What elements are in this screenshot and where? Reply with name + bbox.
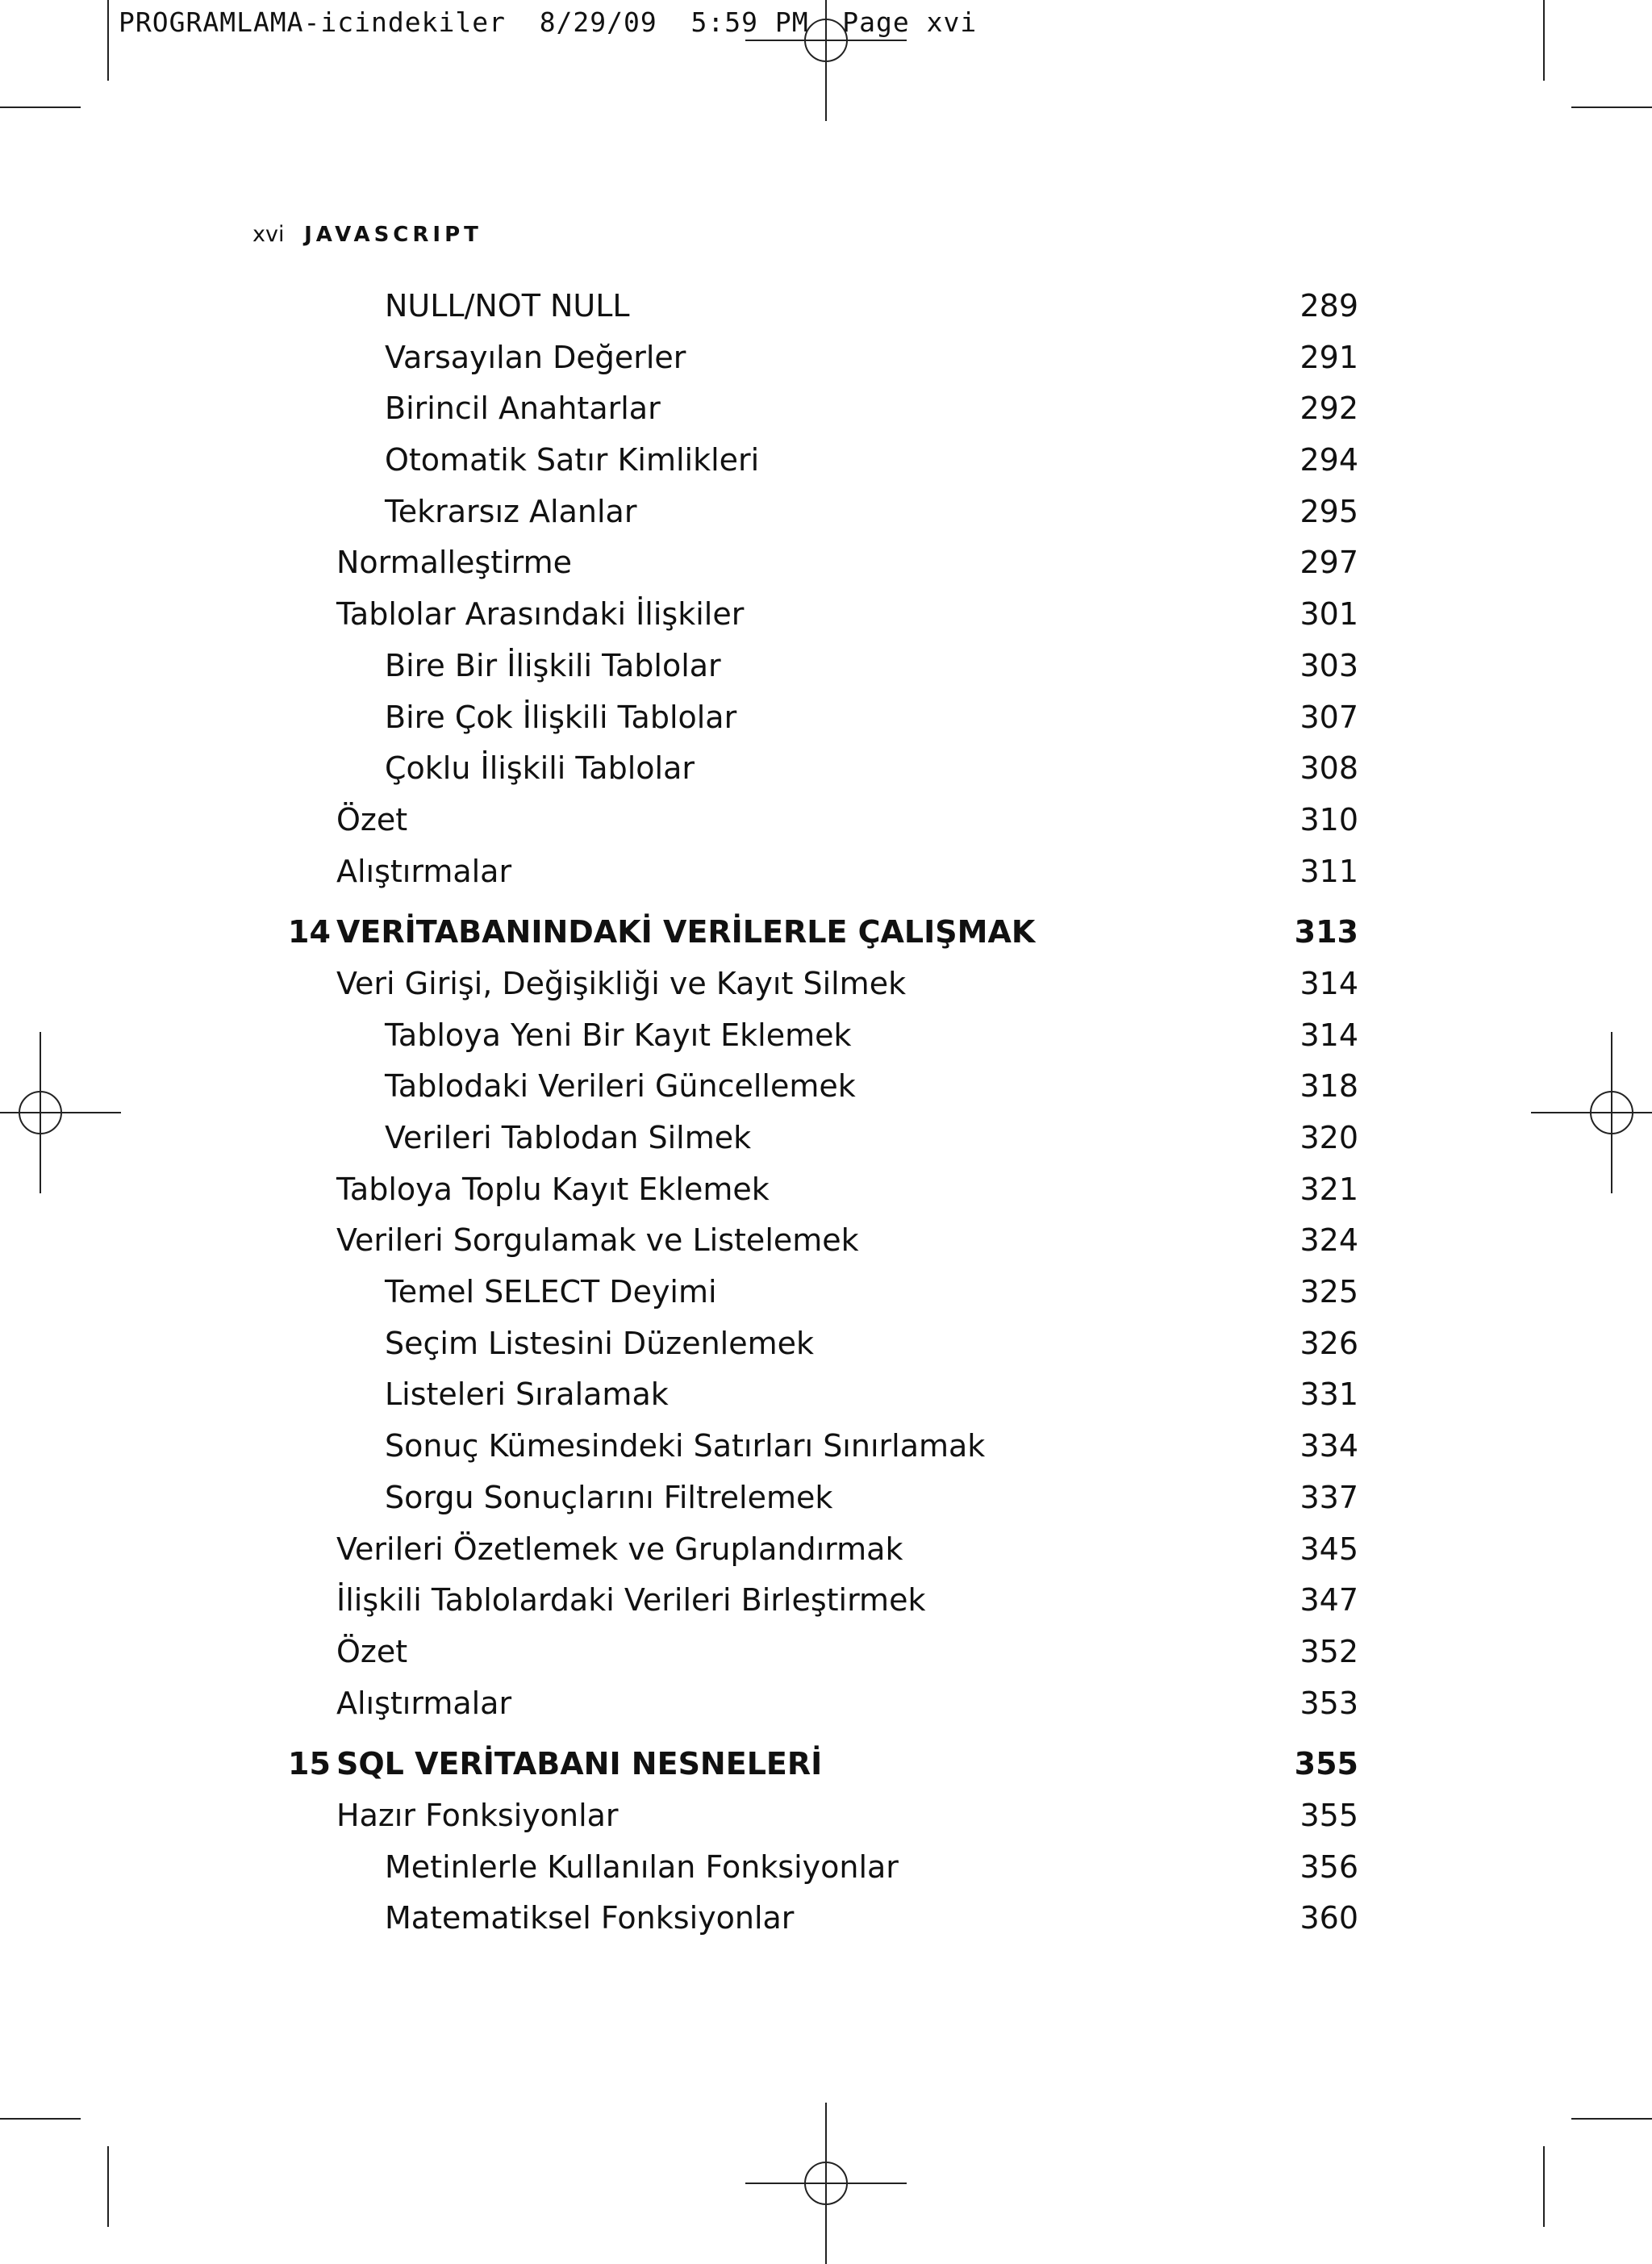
toc-entry-page-number: 314 xyxy=(1299,1017,1358,1053)
toc-entry-title: Çoklu İlişkili Tablolar xyxy=(385,750,695,787)
toc-entry-title: SQL VERİTABANI NESNELERİ xyxy=(336,1746,823,1782)
toc-entry-title: Matematiksel Fonksiyonlar xyxy=(385,1900,795,1936)
toc-entry-page-number: 356 xyxy=(1299,1848,1358,1885)
toc-entry-title: İlişkili Tablolardaki Verileri Birleştirmek xyxy=(336,1582,926,1619)
toc-entry-page-number: 353 xyxy=(1299,1685,1358,1721)
toc-chapter-entry xyxy=(0,1739,1652,1790)
toc-entry-page-number: 310 xyxy=(1299,801,1358,838)
crop-mark-bottom-right-vertical xyxy=(1543,2146,1545,2227)
toc-entry-title: Bire Bir İlişkili Tablolar xyxy=(385,647,721,683)
toc-entry xyxy=(0,332,1652,384)
toc-entry-title: Özet xyxy=(336,801,408,838)
toc-entry-page-number: 301 xyxy=(1299,596,1358,633)
toc-entry xyxy=(0,537,1652,589)
crop-mark-top-left-horizontal xyxy=(0,107,81,108)
toc-entry-title: Alıştırmalar xyxy=(336,1685,512,1721)
table-of-contents xyxy=(0,281,1652,1944)
toc-entry xyxy=(0,589,1652,641)
printer-slug: PROGRAMLAMA-icindekiler 8/29/09 5:59 PM Page xvi xyxy=(119,6,978,38)
toc-entry-title: Alıştırmalar xyxy=(336,853,512,889)
toc-entry xyxy=(0,435,1652,487)
toc-entry xyxy=(0,1113,1652,1164)
toc-entry-page-number: 303 xyxy=(1299,647,1358,683)
toc-entry-page-number: 292 xyxy=(1299,391,1358,427)
toc-chapter-entry xyxy=(0,907,1652,959)
toc-entry-page-number: 355 xyxy=(1299,1797,1358,1833)
toc-entry-title: VERİTABANINDAKİ VERİLERLE ÇALIŞMAK xyxy=(336,914,1036,950)
toc-entry xyxy=(0,1678,1652,1730)
toc-entry xyxy=(0,641,1652,692)
toc-entry xyxy=(0,846,1652,898)
toc-entry-title: Bire Çok İlişkili Tablolar xyxy=(385,699,737,735)
crop-mark-top-left-vertical xyxy=(107,0,109,81)
toc-entry-title: Tabloya Toplu Kayıt Eklemek xyxy=(336,1171,770,1207)
toc-entry-page-number: 318 xyxy=(1299,1068,1358,1105)
toc-entry-title: Normalleştirme xyxy=(336,545,573,581)
toc-entry-title: Seçim Listesini Düzenlemek xyxy=(385,1325,815,1361)
toc-entry-page-number: 345 xyxy=(1299,1531,1358,1567)
toc-entry-page-number: 311 xyxy=(1299,853,1358,889)
toc-entry-title: Metinlerle Kullanılan Fonksiyonlar xyxy=(385,1848,899,1885)
toc-entry-title: Sorgu Sonuçlarını Filtrelemek xyxy=(385,1479,833,1515)
toc-entry-page-number: 307 xyxy=(1299,699,1358,735)
toc-entry-title: Birincil Anahtarlar xyxy=(385,391,661,427)
toc-entry-page-number: 321 xyxy=(1299,1171,1358,1207)
toc-entry xyxy=(0,1164,1652,1216)
toc-entry-page-number: 325 xyxy=(1299,1274,1358,1310)
toc-entry-title: Listeleri Sıralamak xyxy=(385,1376,669,1413)
toc-entry-page-number: 308 xyxy=(1299,750,1358,787)
toc-entry xyxy=(0,1790,1652,1842)
chapter-number: 15 xyxy=(288,1746,331,1782)
running-head-section: JAVASCRIPT xyxy=(304,223,482,247)
toc-entry xyxy=(0,1369,1652,1421)
toc-entry-title: Tekrarsız Alanlar xyxy=(385,493,637,529)
crop-mark-bottom-left-horizontal xyxy=(0,2118,81,2120)
toc-entry-page-number: 297 xyxy=(1299,545,1358,581)
toc-entry xyxy=(0,1893,1652,1944)
toc-entry-title: Temel SELECT Deyimi xyxy=(385,1274,717,1310)
toc-entry xyxy=(0,743,1652,795)
toc-entry-page-number: 294 xyxy=(1299,442,1358,478)
toc-entry-page-number: 355 xyxy=(1294,1746,1358,1782)
toc-entry xyxy=(0,1627,1652,1678)
toc-entry xyxy=(0,1318,1652,1370)
toc-entry-title: NULL/NOT NULL xyxy=(385,288,630,324)
toc-entry xyxy=(0,795,1652,846)
toc-entry-page-number: 295 xyxy=(1299,493,1358,529)
toc-entry-page-number: 334 xyxy=(1299,1428,1358,1464)
crop-mark-bottom-left-vertical xyxy=(107,2146,109,2227)
toc-entry xyxy=(0,1421,1652,1472)
toc-entry-page-number: 352 xyxy=(1299,1633,1358,1669)
crop-mark-top-right-horizontal xyxy=(1571,107,1652,108)
toc-entry xyxy=(0,1842,1652,1894)
toc-entry xyxy=(0,383,1652,435)
toc-entry-page-number: 313 xyxy=(1294,914,1358,950)
toc-entry xyxy=(0,692,1652,744)
running-head xyxy=(252,222,482,247)
toc-entry-title: Otomatik Satır Kimlikleri xyxy=(385,442,760,478)
toc-entry xyxy=(0,1267,1652,1318)
toc-entry xyxy=(0,487,1652,538)
toc-entry-page-number: 331 xyxy=(1299,1376,1358,1413)
toc-entry-title: Tabloya Yeni Bir Kayıt Eklemek xyxy=(385,1017,852,1053)
toc-entry xyxy=(0,959,1652,1010)
toc-entry-title: Verileri Sorgulamak ve Listelemek xyxy=(336,1222,859,1259)
toc-entry-title: Varsayılan Değerler xyxy=(385,339,686,375)
toc-entry-title: Tablodaki Verileri Güncellemek xyxy=(385,1068,856,1105)
toc-entry xyxy=(0,281,1652,332)
page-folio: xvi xyxy=(252,222,285,247)
toc-entry-title: Özet xyxy=(336,1633,408,1669)
toc-entry-page-number: 291 xyxy=(1299,339,1358,375)
toc-entry-page-number: 337 xyxy=(1299,1479,1358,1515)
toc-entry xyxy=(0,1215,1652,1267)
toc-entry xyxy=(0,1010,1652,1062)
registration-mark-bottom-icon xyxy=(745,2103,907,2264)
toc-entry-title: Veri Girişi, Değişikliği ve Kayıt Silmek xyxy=(336,965,907,1001)
toc-entry-title: Verileri Özetlemek ve Gruplandırmak xyxy=(336,1531,903,1567)
toc-entry-title: Tablolar Arasındaki İlişkiler xyxy=(336,596,745,633)
toc-entry-page-number: 314 xyxy=(1299,965,1358,1001)
registration-mark-top-icon xyxy=(745,0,907,121)
toc-entry-page-number: 360 xyxy=(1299,1900,1358,1936)
toc-entry xyxy=(0,1575,1652,1627)
toc-entry-title: Hazır Fonksiyonlar xyxy=(336,1797,619,1833)
toc-entry-title: Sonuç Kümesindeki Satırları Sınırlamak xyxy=(385,1428,986,1464)
toc-entry-page-number: 347 xyxy=(1299,1582,1358,1619)
crop-mark-top-right-vertical xyxy=(1543,0,1545,81)
toc-entry xyxy=(0,1061,1652,1113)
toc-entry xyxy=(0,1524,1652,1576)
chapter-number: 14 xyxy=(288,914,331,950)
toc-entry-page-number: 289 xyxy=(1299,288,1358,324)
toc-entry-page-number: 320 xyxy=(1299,1120,1358,1155)
toc-entry-title: Verileri Tablodan Silmek xyxy=(385,1120,752,1155)
toc-entry-page-number: 326 xyxy=(1299,1325,1358,1361)
toc-entry xyxy=(0,1472,1652,1524)
toc-entry-page-number: 324 xyxy=(1299,1222,1358,1259)
crop-mark-bottom-right-horizontal xyxy=(1571,2118,1652,2120)
